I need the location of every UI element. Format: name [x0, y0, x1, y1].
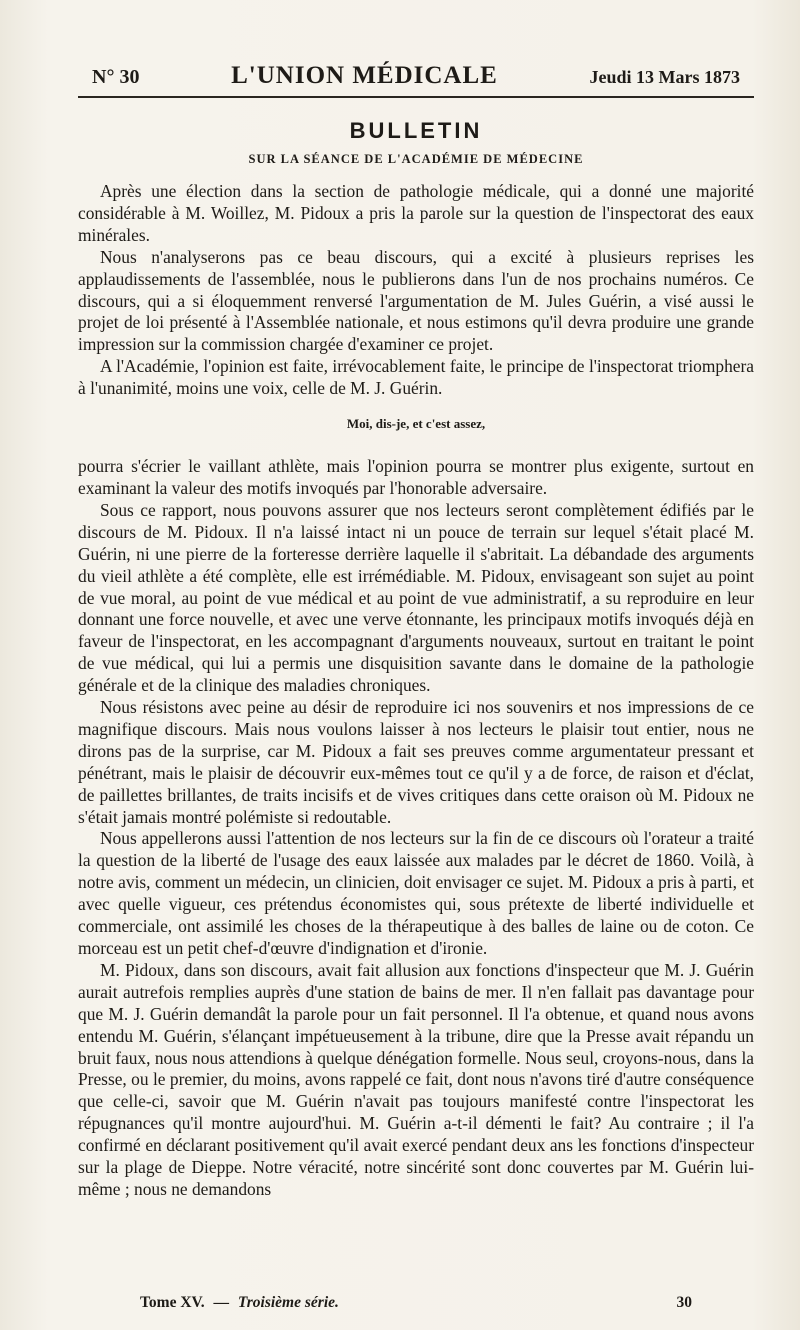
- issue-date: Jeudi 13 Mars 1873: [589, 67, 740, 87]
- footer-series: Troisième série.: [237, 1294, 339, 1311]
- footer-dash: —: [213, 1294, 229, 1311]
- section-subtitle: SUR LA SÉANCE DE L'ACADÉMIE DE MÉDECINE: [248, 152, 584, 166]
- section-title: BULLETIN: [349, 118, 483, 143]
- paragraph: Nous n'analyserons pas ce beau discours, qui a excité à plusieurs reprises les applaudissements de l'assemblée, nous le publierons dans l'un de nos prochains numéros. Ce discours, qui a si éloquemment renversé l'argumentation de M. Jules Guérin, a visé aussi le projet de loi présenté à l'Assemblée nationale, et nous estimons qu'il devra produire une grande impression sur la commission chargée d'examiner ce projet.: [78, 246, 754, 355]
- page-footer: [140, 1294, 692, 1312]
- page-number: 30: [676, 1294, 692, 1311]
- paragraph: Après une élection dans la section de pathologie médicale, qui a donné une majorité considérable à M. Woillez, M. Pidoux a pris la parole sur la question de l'inspectorat des eaux minérales.: [78, 181, 754, 245]
- verse-quote: Moi, dis-je, et c'est assez,: [346, 416, 486, 432]
- header-rule: [78, 96, 754, 98]
- journal-title: L'UNION MÉDICALE: [231, 62, 498, 89]
- paragraph: Sous ce rapport, nous pouvons assurer que nos lecteurs seront complètement édifiés par le discours de M. Pidoux. Il n'a laissé intact ni un pouce de terrain sur lequel s'était placé M. Guérin, ni une pierre de la forteresse derrière laquelle il s'abritait. La débandade des arguments du vieil athlète a été complète, elle est irrémédiable. M. Pidoux, envisageant son sujet au point de vue moral, au point de vue médical et au point de vue administratif, a su reproduire en leur donnant une force nouvelle, et avec une verve étonnante, les principaux motifs invoqués déjà en faveur de l'inspectorat, en les accompagnant d'arguments nouveaux, surtout en traitant le point de vue médical, qui lui a permis une disquisition savante dans le domaine de la pathologie générale et de la clinique des maladies chroniques.: [78, 499, 754, 696]
- paragraph: pourra s'écrier le vaillant athlète, mais l'opinion pourra se montrer plus exigente, surtout en examinant la valeur des motifs invoqués par l'honorable adversaire.: [78, 456, 754, 498]
- issue-number: N° 30: [92, 66, 140, 88]
- paragraph: Nous résistons avec peine au désir de reproduire ici nos souvenirs et nos impressions de ce magnifique discours. Mais nous voulons laisser à nos lecteurs le plaisir tout entier, nous ne dirons pas de la surprise, car M. Pidoux a fait ses preuves comme argumentateur pressant et pénétrant, mais le plaisir de découvrir eux-mêmes tout ce qu'il y a de force, de raison et d'éclat, de paillettes brillantes, de traits incisifs et de vives critiques dans cette oraison où M. Pidoux ne s'était jamais montré polémiste si redoutable.: [78, 697, 754, 827]
- paragraph: A l'Académie, l'opinion est faite, irrévocablement faite, le principe de l'inspectorat triomphera à l'unanimité, moins une voix, celle de M. J. Guérin.: [78, 356, 754, 399]
- paragraph: M. Pidoux, dans son discours, avait fait allusion aux fonctions d'inspecteur que M. J. Guérin aurait autrefois remplies auprès d'une station de bains de mer. Il n'en fallait pas davantage pour que M. J. Guérin demandât la parole pour un fait personnel. Il l'a obtenue, et quand nous avons entendu M. Guérin, s'élançant impétueusement à la tribune, dire que la Presse avait répandu un bruit faux, nous nous attendions à quelque dénégation formelle. Nous seul, croyons-nous, dans la Presse, ou le premier, du moins, avons rappelé ce fait, dont nous n'avons tiré d'autre conséquence que celle-ci, savoir que M. Guérin n'avait pas toujours manifesté contre l'inspectorat les répugnances qu'il montre aujourd'hui. M. Guérin a-t-il démenti le fait? Au contraire ; il l'a confirmé en déclarant positivement qu'il avait exercé pendant deux ans les fonctions d'inspecteur sur la plage de Dieppe. Notre véracité, notre sincérité sont donc couvertes par M. Guérin lui-même ; nous ne demandons: [78, 959, 754, 1199]
- footer-tome: Tome XV.: [140, 1294, 205, 1311]
- footer-volume: [140, 1294, 339, 1312]
- page-header: [78, 62, 754, 90]
- paragraph: Nous appellerons aussi l'attention de nos lecteurs sur la fin de ce discours où l'orateur a traité la question de la liberté de l'usage des eaux laissée aux malades par le décret de 1860. Voilà, à notre avis, comment un médecin, un clinicien, doit envisager ce sujet. M. Pidoux a pris à parti, et avec quelle vigueur, ces prétendus économistes qui, sous prétexte de liberté individuelle et commerciale, ont assimilé les choses de la thérapeutique à des balles de laine ou de coton. Ce morceau est un petit chef-d'œuvre d'indignation et d'ironie.: [78, 828, 754, 958]
